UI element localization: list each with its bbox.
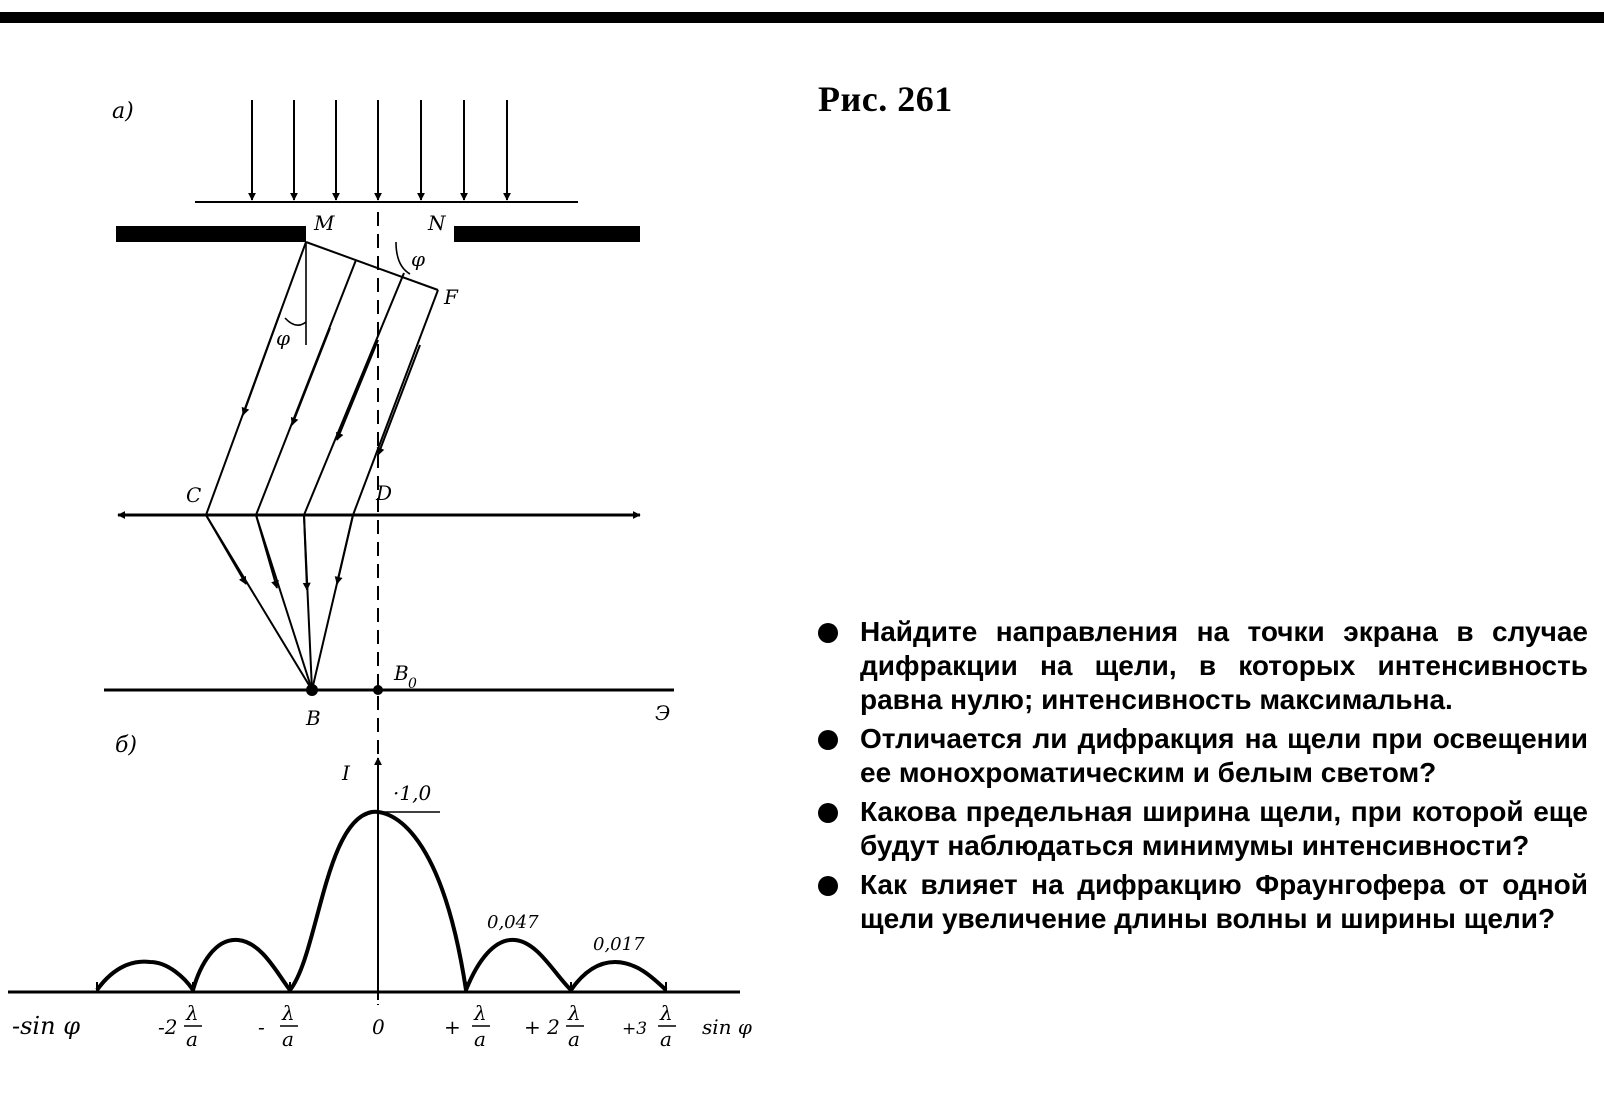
question-item <box>818 615 1588 717</box>
tick-label-minus-2 <box>158 1001 202 1051</box>
tick-prefix: + <box>444 1015 461 1039</box>
label-screen: Э <box>655 701 671 725</box>
angle-arc-top <box>396 242 410 274</box>
tick-label-plus-2 <box>524 1001 584 1051</box>
label-c: C <box>186 483 202 507</box>
tick-label-zero: 0 <box>372 1015 385 1039</box>
question-item <box>818 868 1588 936</box>
point-b0-dot <box>373 685 383 695</box>
angle-phi-left: φ <box>276 326 291 350</box>
label-d: D <box>376 481 393 505</box>
diffracted-ray <box>353 290 438 515</box>
diffraction-figure <box>0 0 800 1096</box>
bullet-icon <box>818 623 838 643</box>
ray-arrow <box>243 313 280 415</box>
bullet-icon <box>818 730 838 750</box>
tick-a: a <box>186 1027 198 1051</box>
question-item <box>818 722 1588 790</box>
ray-arrow <box>378 345 420 455</box>
tick-prefix: + 2 <box>524 1015 560 1039</box>
bullet-icon <box>818 876 838 896</box>
tick-lambda: λ <box>282 1001 295 1025</box>
tick-prefix: - <box>258 1015 265 1039</box>
axis-left-label: -sin φ <box>12 1012 80 1040</box>
tick-lambda: λ <box>474 1001 487 1025</box>
question-text: Отличается ли дифракция на щели при освещении ее монохроматическим и белым светом? <box>860 723 1588 788</box>
axis-right-label: sin φ <box>702 1015 752 1039</box>
figure-caption: Рис. 261 <box>818 79 953 119</box>
angle-phi-top: φ <box>411 247 426 271</box>
label-b0: B <box>394 661 409 685</box>
tick-label-minus-1 <box>258 1001 298 1051</box>
tick-prefix: +3 <box>622 1019 648 1039</box>
tick-lambda: λ <box>568 1001 581 1025</box>
tick-lambda: λ <box>186 1001 199 1025</box>
intensity-curve <box>97 812 666 990</box>
incident-rays <box>252 100 507 200</box>
tick-lambda: λ <box>660 1001 673 1025</box>
ray-arrow <box>337 515 353 584</box>
ray-arrow <box>337 340 378 440</box>
question-item <box>818 795 1588 863</box>
label-b: B <box>306 706 321 730</box>
label-m: M <box>314 211 335 235</box>
angle-arc-left <box>285 318 306 325</box>
ray-arrow <box>206 515 246 584</box>
slit-barrier-right <box>454 226 640 242</box>
peak-second-label: 0,017 <box>593 934 645 955</box>
tick-a: a <box>474 1027 486 1051</box>
label-f: F <box>444 285 458 309</box>
question-text: Какова предельная ширина щели, при которой еще будут наблюдаться минимумы интенсивности? <box>860 796 1588 861</box>
question-text: Как влияет на дифракцию Фраунгофера от одной щели увеличение длины волны и ширины щели? <box>860 869 1588 934</box>
question-list <box>818 615 1588 941</box>
converging-rays <box>206 515 353 690</box>
diffracted-rays <box>206 242 438 515</box>
tick-a: a <box>282 1027 294 1051</box>
peak-central-label: ·1,0 <box>393 781 432 805</box>
tick-label-plus-1 <box>444 1001 490 1051</box>
tick-a: a <box>568 1027 580 1051</box>
point-b-dot <box>306 684 318 696</box>
peak-first-label: 0,047 <box>487 912 539 933</box>
tick-label-plus-3 <box>622 1001 676 1051</box>
question-text: Найдите направления на точки экрана в случае дифракции на щели, в которых интенсивность равна нулю; интенсивность максимальна. <box>860 616 1588 715</box>
diffracted-ray <box>304 273 404 515</box>
ray-arrow <box>256 515 277 588</box>
tick-prefix: -2 <box>158 1015 178 1039</box>
ray-arrow <box>292 328 330 425</box>
slit-barrier-left <box>116 226 306 242</box>
panel-a-label: а) <box>112 99 134 124</box>
intensity-axis-label: I <box>342 761 350 785</box>
label-b0-sub: 0 <box>408 676 417 692</box>
tick-a: a <box>660 1027 672 1051</box>
panel-b-label: б) <box>115 733 138 758</box>
label-n: N <box>428 211 446 235</box>
bullet-icon <box>818 803 838 823</box>
